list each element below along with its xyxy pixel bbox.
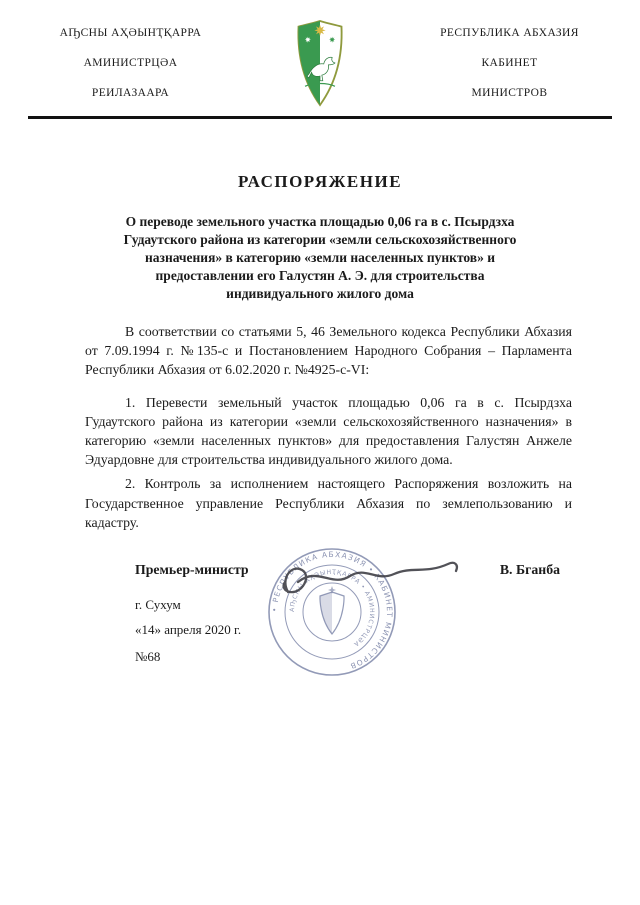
issuer-russian-line-2: КАБИНЕТ xyxy=(481,57,538,69)
subject-line-5: индивидуального жилого дома xyxy=(226,286,414,301)
signature-handwriting xyxy=(258,548,470,612)
issuer-abkhaz-line-1: АҦСНЫ АҲӘЫНҬҚАРРА xyxy=(59,27,202,39)
document-body xyxy=(85,322,572,532)
paragraph-item-2: 2. Контроль за исполнением настоящего Распоряжения возложить на Государственное управление Республики Абхазия по землепользованию и кадастру. xyxy=(85,476,572,530)
paragraph-intro: В соответствии со статьями 5, 46 Земельного кодекса Республики Абхазия от 7.09.1994 г. №135-с и Постановлением Народного Собрания – Парламента Республики Абхазия от 6.02.2020 г. №4925-с-VI: xyxy=(85,324,572,378)
issuer-russian-line-3: МИНИСТРОВ xyxy=(471,87,548,99)
stamp-outer-ring-text: • РЕСПУБЛИКА АБХАЗИЯ • КАБИНЕТ МИНИСТРОВ xyxy=(269,549,395,671)
footer-date: «14» апреля 2020 г. xyxy=(135,622,242,637)
document-header xyxy=(0,18,640,108)
footer-number: №68 xyxy=(135,649,161,664)
paragraph-item-1: 1. Перевести земельный участок площадью 0,06 га в с. Псырдзха Гудаутского района из категории «земли сельскохозяйственного назначения» в категорию «земли населенных пунктов» для предоставления Галустян Анжеле Эдуардовне для строительства индивидуального жилого дома. xyxy=(85,394,572,468)
issuer-russian-line-1: РЕСПУБЛИКА АБХАЗИЯ xyxy=(440,27,579,39)
footer-city: г. Сухум xyxy=(135,597,181,612)
document-title: РАСПОРЯЖЕНИЕ xyxy=(237,172,403,191)
issuer-abkhaz-line-3: РЕИЛАЗААРА xyxy=(91,87,170,99)
header-divider xyxy=(28,116,612,119)
subject-line-2: Гудаутского района из категории «земли сельскохозяйственного xyxy=(123,232,517,247)
signatory-position: Премьер-министр xyxy=(135,562,249,577)
issuer-abkhaz-block xyxy=(28,18,233,108)
coat-of-arms-icon xyxy=(290,18,350,108)
signatory-name: В. Бганба xyxy=(499,562,560,577)
subject-line-3: назначения» в категорию «земли населенных пунктов» и xyxy=(144,250,496,265)
issuer-abkhaz-line-2: АМИНИСТРЦӘА xyxy=(83,57,178,69)
subject-line-1: О переводе земельного участка площадью 0,06 га в с. Псырдзха xyxy=(125,214,515,229)
stamp-inner-ring-text: АҦСНЫ АҲӘЫНҬҚАРРА • АМИНИСТРЦӘА xyxy=(288,568,376,648)
issuer-russian-block xyxy=(407,18,612,108)
document-subject xyxy=(75,213,565,303)
subject-line-4: предоставлении его Галустян А. Э. для строительства xyxy=(155,268,485,283)
